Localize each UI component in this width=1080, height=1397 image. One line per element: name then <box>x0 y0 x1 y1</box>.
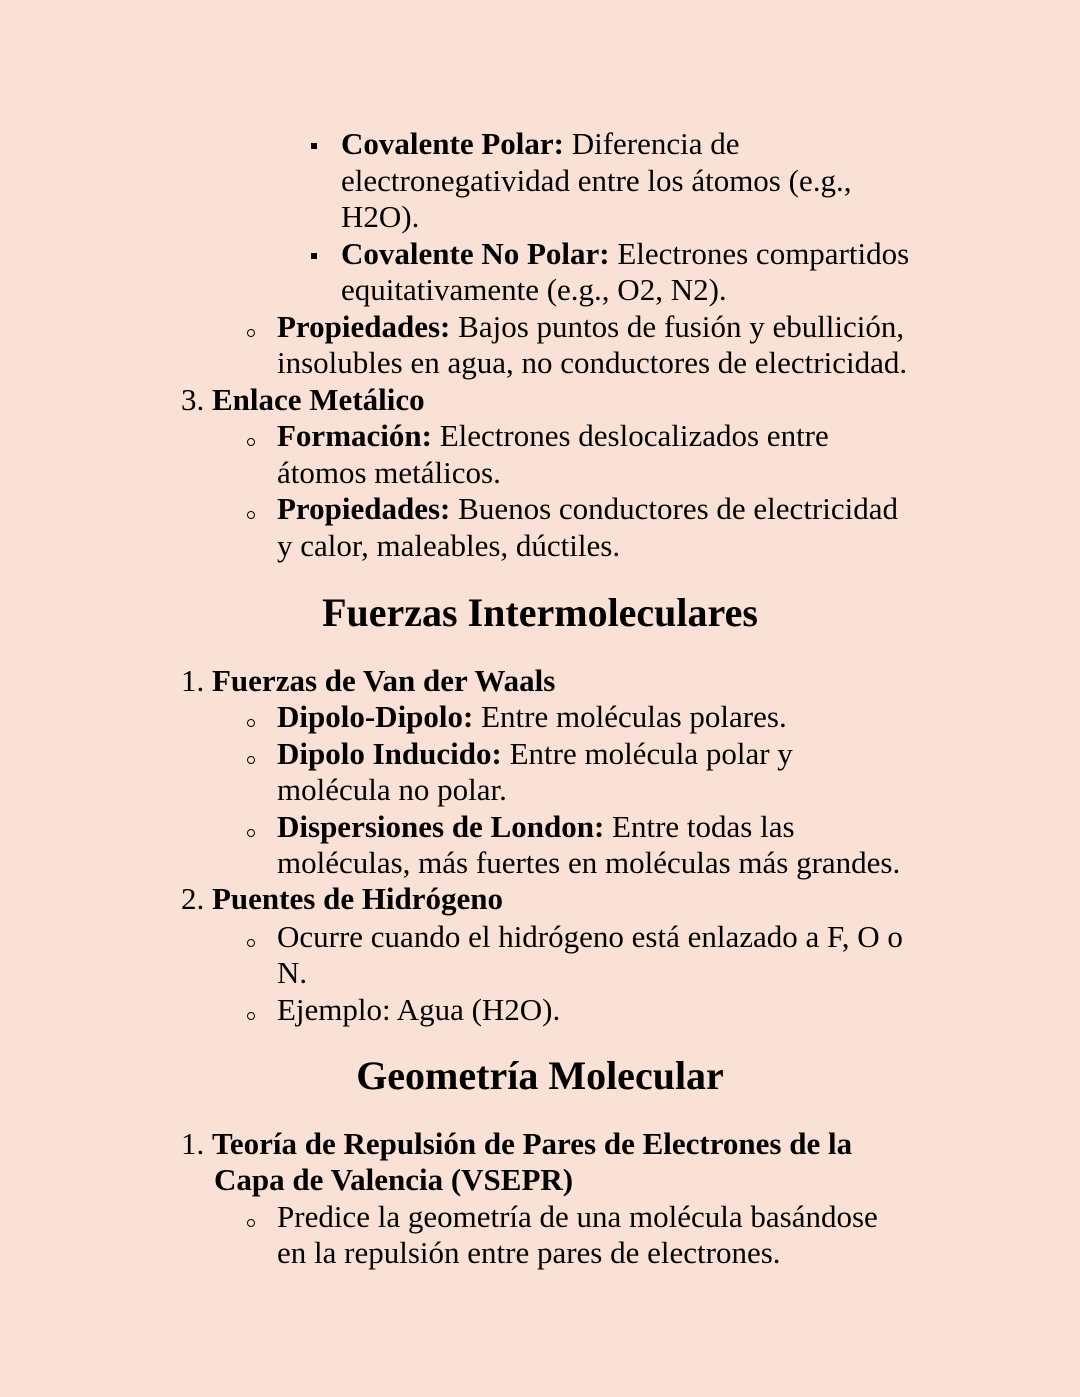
list-item-van-der-waals <box>181 663 555 699</box>
definition: Buenos conductores de electricidad <box>458 491 898 526</box>
text-line: N. <box>277 955 308 990</box>
list-title: Fuerzas de Van der Waals <box>212 663 556 698</box>
list-item-london-dispersion <box>277 809 795 845</box>
list-item-induced-dipole <box>277 736 793 772</box>
list-item-vsepr-predicts: Predice la geometría de una molécula basándose <box>277 1199 878 1234</box>
list-title: Enlace Metálico <box>212 382 425 417</box>
square-bullet-icon <box>311 143 317 149</box>
circle-bullet-icon <box>247 1219 255 1227</box>
list-number: 2. <box>181 881 205 916</box>
definition: Bajos puntos de fusión y ebullición, <box>458 309 905 344</box>
list-item-covalent-nonpolar <box>341 236 909 272</box>
definition: Entre molécula polar y <box>509 736 793 771</box>
text-line: molécula no polar. <box>277 772 507 807</box>
list-item-metallic-properties <box>277 491 898 527</box>
circle-bullet-icon <box>247 1012 255 1020</box>
circle-bullet-icon <box>247 829 255 837</box>
text-line: átomos metálicos. <box>277 455 501 490</box>
text-line: electronegatividad entre los átomos (e.g., <box>341 163 852 198</box>
list-number: 1. <box>181 663 205 698</box>
list-number: 1. <box>181 1126 205 1161</box>
list-title: Teoría de Repulsión de Pares de Electrones de la <box>212 1126 853 1161</box>
text-line: moléculas, más fuertes en moléculas más grandes. <box>277 845 901 880</box>
text-line: y calor, maleables, dúctiles. <box>277 528 621 563</box>
definition: Electrones compartidos <box>617 236 910 271</box>
term: Propiedades: <box>277 491 451 526</box>
definition: Electrones deslocalizados entre <box>439 418 829 453</box>
section-heading-geometry: Geometría Molecular <box>356 1053 724 1098</box>
list-item-formation <box>277 418 829 454</box>
term: Propiedades: <box>277 309 451 344</box>
list-number: 3. <box>181 382 205 417</box>
list-item-vsepr <box>181 1126 852 1162</box>
list-item-covalent-properties <box>277 309 904 345</box>
circle-bullet-icon <box>247 756 255 764</box>
list-item-hbond-occurs: Ocurre cuando el hidrógeno está enlazado a F, O o <box>277 919 903 954</box>
definition: Diferencia de <box>571 126 740 161</box>
text-line: insolubles en agua, no conductores de electricidad. <box>277 345 908 380</box>
term: Covalente No Polar: <box>341 236 610 271</box>
term: Dipolo Inducido: <box>277 736 502 771</box>
text-line: equitativamente (e.g., O2, N2). <box>341 272 727 307</box>
term: Covalente Polar: <box>341 126 564 161</box>
square-bullet-icon <box>311 253 317 259</box>
definition: Entre todas las <box>612 809 795 844</box>
definition: Entre moléculas polares. <box>481 699 787 734</box>
section-heading-intermolecular: Fuerzas Intermoleculares <box>322 590 758 635</box>
list-item-hydrogen-bonds <box>181 881 503 917</box>
term: Dispersiones de London: <box>277 809 605 844</box>
list-title-continuation: Capa de Valencia (VSEPR) <box>214 1162 574 1197</box>
circle-bullet-icon <box>247 719 255 727</box>
circle-bullet-icon <box>247 438 255 446</box>
term: Formación: <box>277 418 432 453</box>
text-line: H2O). <box>341 199 420 234</box>
circle-bullet-icon <box>247 511 255 519</box>
circle-bullet-icon <box>247 329 255 337</box>
text-line: en la repulsión entre pares de electrones. <box>277 1235 781 1270</box>
circle-bullet-icon <box>247 939 255 947</box>
list-item-hbond-example: Ejemplo: Agua (H2O). <box>277 992 561 1027</box>
list-title: Puentes de Hidrógeno <box>212 881 504 916</box>
list-item-covalent-polar <box>341 126 740 162</box>
term: Dipolo-Dipolo: <box>277 699 474 734</box>
list-item-dipole-dipole <box>277 699 787 735</box>
list-item-metallic-bond <box>181 382 425 418</box>
